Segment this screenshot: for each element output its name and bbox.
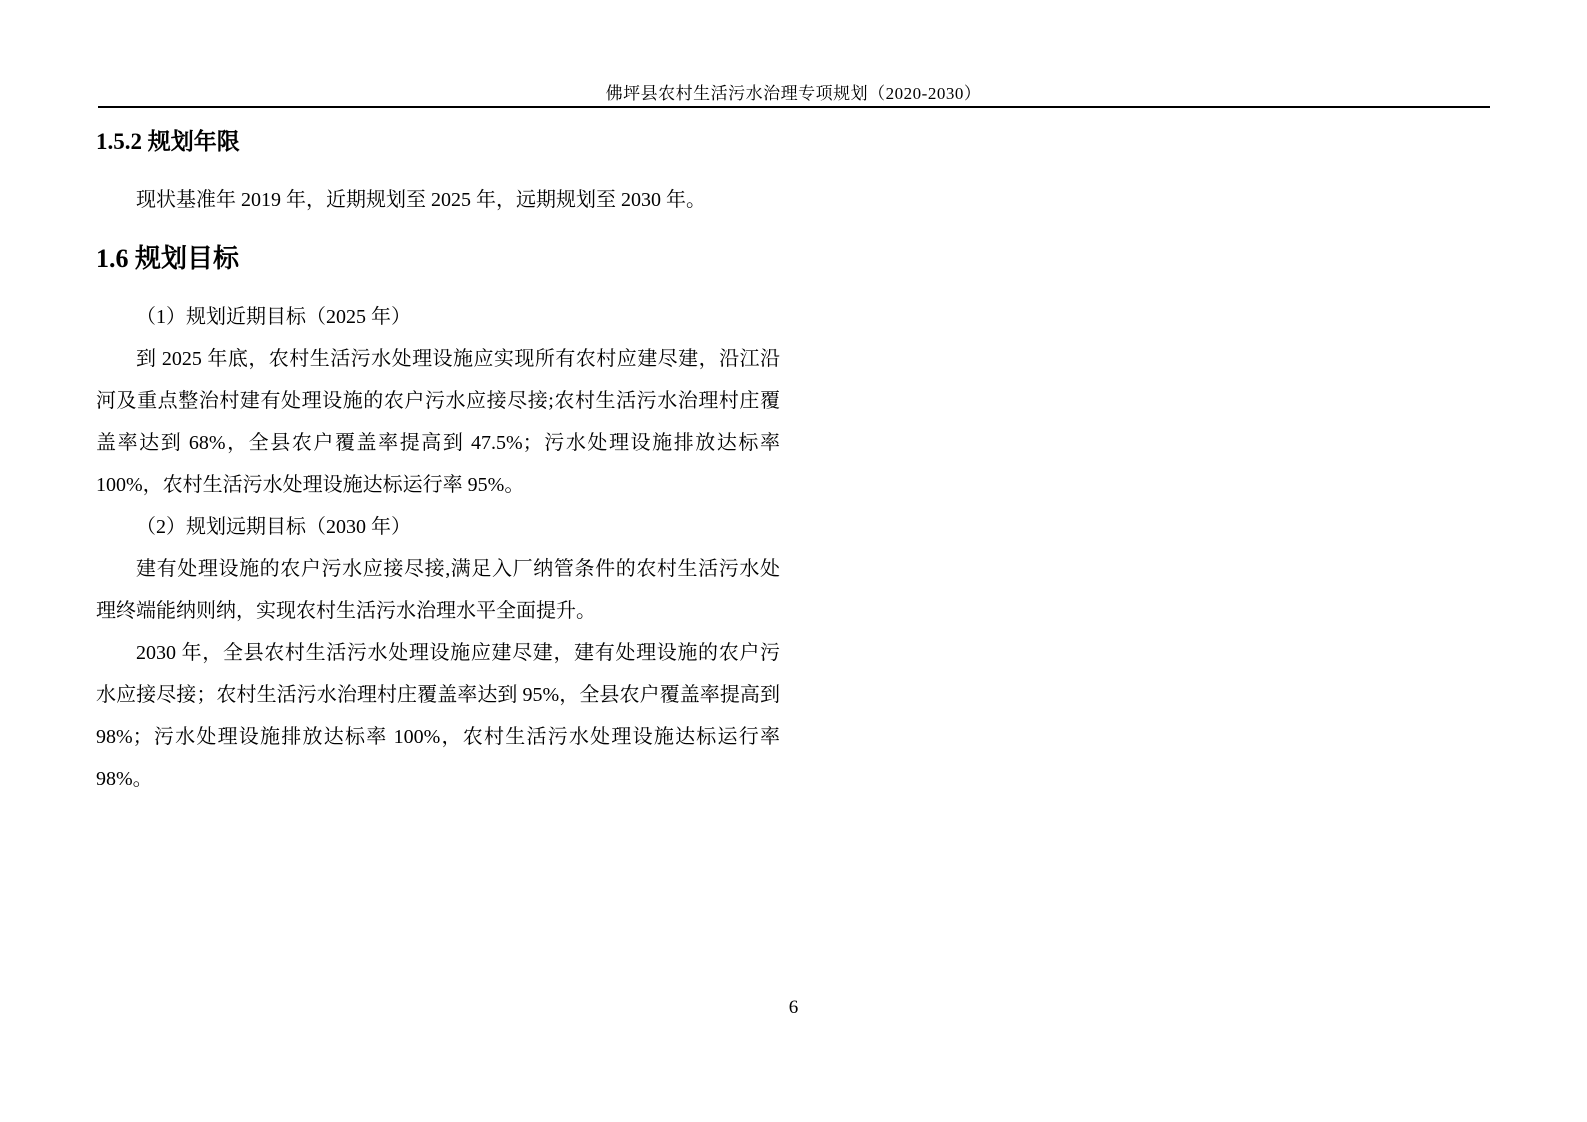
section-heading-1-5-2: 1.5.2 规划年限	[96, 129, 240, 154]
paragraph-near-term-goal-detail: 到 2025 年底，农村生活污水处理设施应实现所有农村应建尽建，沿江沿河及重点整治村建有处理设施的农户污水应接尽接;农村生活污水治理村庄覆盖率达到 68%，全县农户覆盖率提高到 47.5%；污水处理设施排放达标率 100%，农村生活污水处理设施达标运行率 95%。	[96, 348, 780, 496]
section-1-5-2-body	[96, 179, 780, 221]
section-heading-1-6: 1.6 规划目标	[96, 244, 240, 273]
page-number: 6	[788, 997, 799, 1018]
paragraph-long-term-goal-title: （2）规划远期目标（2030 年）	[136, 516, 411, 538]
header-rule-divider	[98, 106, 1490, 108]
section-1-6-body	[96, 296, 780, 800]
paragraph-long-term-goal-detail-2: 2030 年，全县农村生活污水处理设施应建尽建，建有处理设施的农户污水应接尽接；农村生活污水治理村庄覆盖率达到 95%，全县农户覆盖率提高到 98%；污水处理设施排放达标率 100%，农村生活污水处理设施达标运行率 98%。	[96, 642, 780, 790]
paragraph-long-term-goal-detail-1: 建有处理设施的农户污水应接尽接,满足入厂纳管条件的农村生活污水处理终端能纳则纳，实现农村生活污水治理水平全面提升。	[96, 558, 780, 622]
paragraph-planning-horizon: 现状基准年 2019 年，近期规划至 2025 年，远期规划至 2030 年。	[136, 189, 706, 211]
paragraph-near-term-goal-title: （1）规划近期目标（2025 年）	[136, 306, 411, 328]
running-header-title: 佛坪县农村生活污水治理专项规划（2020-2030）	[605, 84, 982, 103]
